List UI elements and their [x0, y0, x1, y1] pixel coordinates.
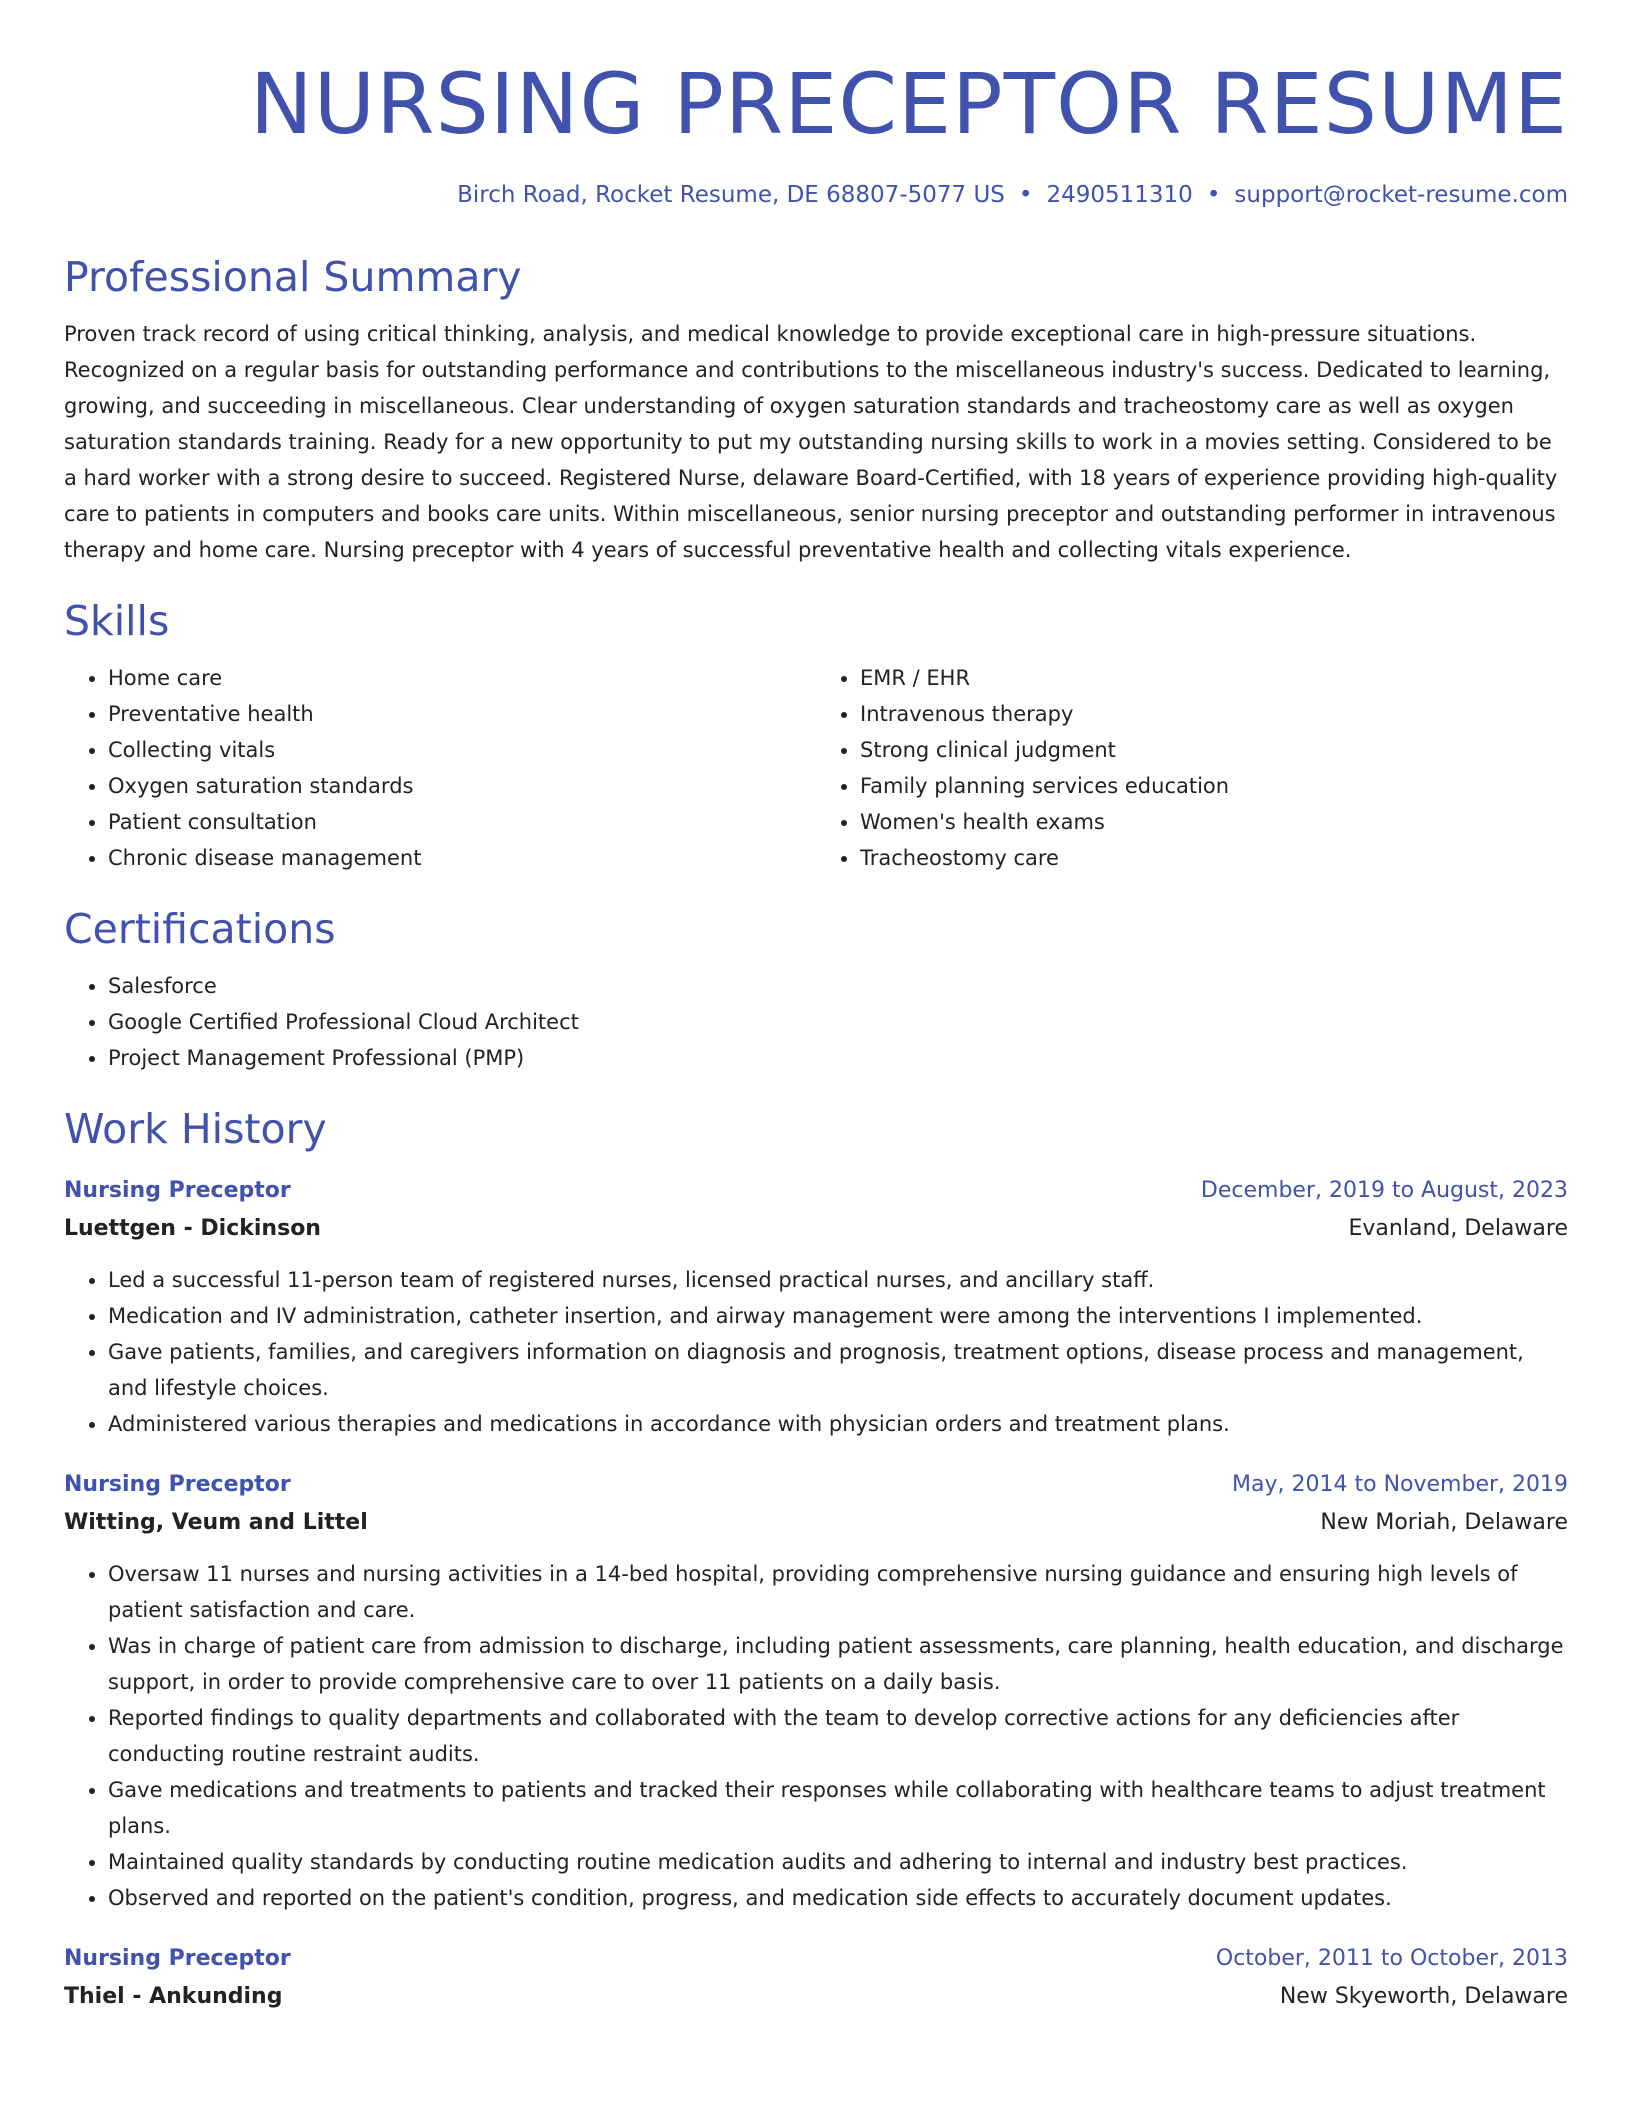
job-title: Nursing Preceptor [64, 1946, 291, 1971]
separator-dot: • [1206, 182, 1221, 208]
skill-item: • EMR / EHR [860, 660, 1568, 696]
skill-item: • Tracheostomy care [860, 840, 1568, 876]
certification-item: • Project Management Professional (PMP) [108, 1040, 1568, 1076]
section-heading-skills: Skills [64, 597, 170, 645]
skill-item: • Home care [108, 660, 816, 696]
phone: 2490511310 [1046, 182, 1193, 208]
certifications-list [64, 968, 1568, 1076]
job-title: Nursing Preceptor [64, 1178, 291, 1203]
job-header-row [64, 1172, 1568, 1210]
skills-columns [64, 660, 1568, 876]
job-location: Evanland, Delaware [1348, 1216, 1568, 1241]
skill-item: • Intravenous therapy [860, 696, 1568, 732]
skill-item: • Strong clinical judgment [860, 732, 1568, 768]
job-bullets [64, 1262, 1568, 1442]
company-name: Thiel - Ankunding [64, 1984, 283, 2009]
section-heading-work-history: Work History [64, 1105, 327, 1153]
contact-line [64, 180, 1568, 210]
job-location: New Skyeworth, Delaware [1279, 1984, 1568, 2009]
skill-item: • Women's health exams [860, 804, 1568, 840]
job-bullet: • Observed and reported on the patient's condition, progress, and medication side effects to accurately document updates. [108, 1880, 1568, 1916]
job-bullet: • Reported findings to quality departments and collaborated with the team to develop corrective actions for any deficiencies after conducting routine restraint audits. [108, 1700, 1568, 1772]
job-bullets [64, 1556, 1568, 1916]
job-header-row [64, 1940, 1568, 1978]
job-company-row [64, 1978, 1568, 2016]
skill-item: • Family planning services education [860, 768, 1568, 804]
company-name: Luettgen - Dickinson [64, 1216, 321, 1241]
separator-dot: • [1018, 182, 1033, 208]
section-heading-summary: Professional Summary [64, 253, 522, 301]
job-bullet: • Gave patients, families, and caregivers information on diagnosis and prognosis, treatment options, disease process and management, and lifestyle choices. [108, 1334, 1568, 1406]
skills-list-right [816, 660, 1568, 876]
job-bullet: • Medication and IV administration, catheter insertion, and airway management were among the interventions I implemented. [108, 1298, 1568, 1334]
job-bullet: • Maintained quality standards by conducting routine medication audits and adhering to internal and industry best practices. [108, 1844, 1568, 1880]
job-bullet: • Gave medications and treatments to patients and tracked their responses while collaborating with healthcare teams to adjust treatment plans. [108, 1772, 1568, 1844]
job-location: New Moriah, Delaware [1320, 1510, 1568, 1535]
skill-item: • Preventative health [108, 696, 816, 732]
company-name: Witting, Veum and Littel [64, 1510, 368, 1535]
certification-item: • Google Certified Professional Cloud Architect [108, 1004, 1568, 1040]
job-bullet: • Led a successful 11-person team of registered nurses, licensed practical nurses, and ancillary staff. [108, 1262, 1568, 1298]
certification-item: • Salesforce [108, 968, 1568, 1004]
skill-item: • Chronic disease management [108, 840, 816, 876]
job-entry [64, 1940, 1568, 2016]
job-bullet: • Administered various therapies and medications in accordance with physician orders and treatment plans. [108, 1406, 1568, 1442]
job-dates: October, 2011 to October, 2013 [1215, 1946, 1568, 1971]
job-title: Nursing Preceptor [64, 1472, 291, 1497]
job-bullet: • Was in charge of patient care from admission to discharge, including patient assessments, care planning, health education, and discharge support, in order to provide comprehensive care to over 11 patients on a daily basis. [108, 1628, 1568, 1700]
job-company-row [64, 1210, 1568, 1248]
job-dates: December, 2019 to August, 2023 [1200, 1178, 1568, 1203]
skills-list-left [64, 660, 816, 876]
section-heading-certifications: Certifications [64, 905, 336, 953]
email[interactable]: support@rocket-resume.com [1234, 182, 1568, 208]
resume-page [64, 0, 1568, 2016]
job-company-row [64, 1504, 1568, 1542]
skill-item: • Patient consultation [108, 804, 816, 840]
job-header-row [64, 1466, 1568, 1504]
skill-item: • Collecting vitals [108, 732, 816, 768]
summary-text: Proven track record of using critical thinking, analysis, and medical knowledge to provide exceptional care in high-pressure situations. Recognized on a regular basis for outstanding performance and contributions to the miscellaneous industry's success. Dedicated to learning, growing, and succeeding in miscellaneous. Clear understanding of oxygen saturation standards and tracheostomy care as well as oxygen saturation standards training. Ready for a new opportunity to put my outstanding nursing skills to work in a movies setting. Considered to be a hard worker with a strong desire to succeed. Registered Nurse, delaware Board-Certified, with 18 years of experience providing high-quality care to patients in computers and books care units. Within miscellaneous, senior nursing preceptor and outstanding performer in intravenous therapy and home care. Nursing preceptor with 4 years of successful preventative health and collecting vitals experience. [64, 322, 1558, 562]
address: Birch Road, Rocket Resume, DE 68807-5077 US [457, 182, 1005, 208]
job-bullet: • Oversaw 11 nurses and nursing activities in a 14-bed hospital, providing comprehensive nursing guidance and ensuring high levels of patient satisfaction and care. [108, 1556, 1568, 1628]
resume-title: NURSING PRECEPTOR RESUME [249, 55, 1568, 153]
job-entry [64, 1466, 1568, 1916]
skill-item: • Oxygen saturation standards [108, 768, 816, 804]
job-dates: May, 2014 to November, 2019 [1232, 1472, 1568, 1497]
job-entry [64, 1172, 1568, 1442]
